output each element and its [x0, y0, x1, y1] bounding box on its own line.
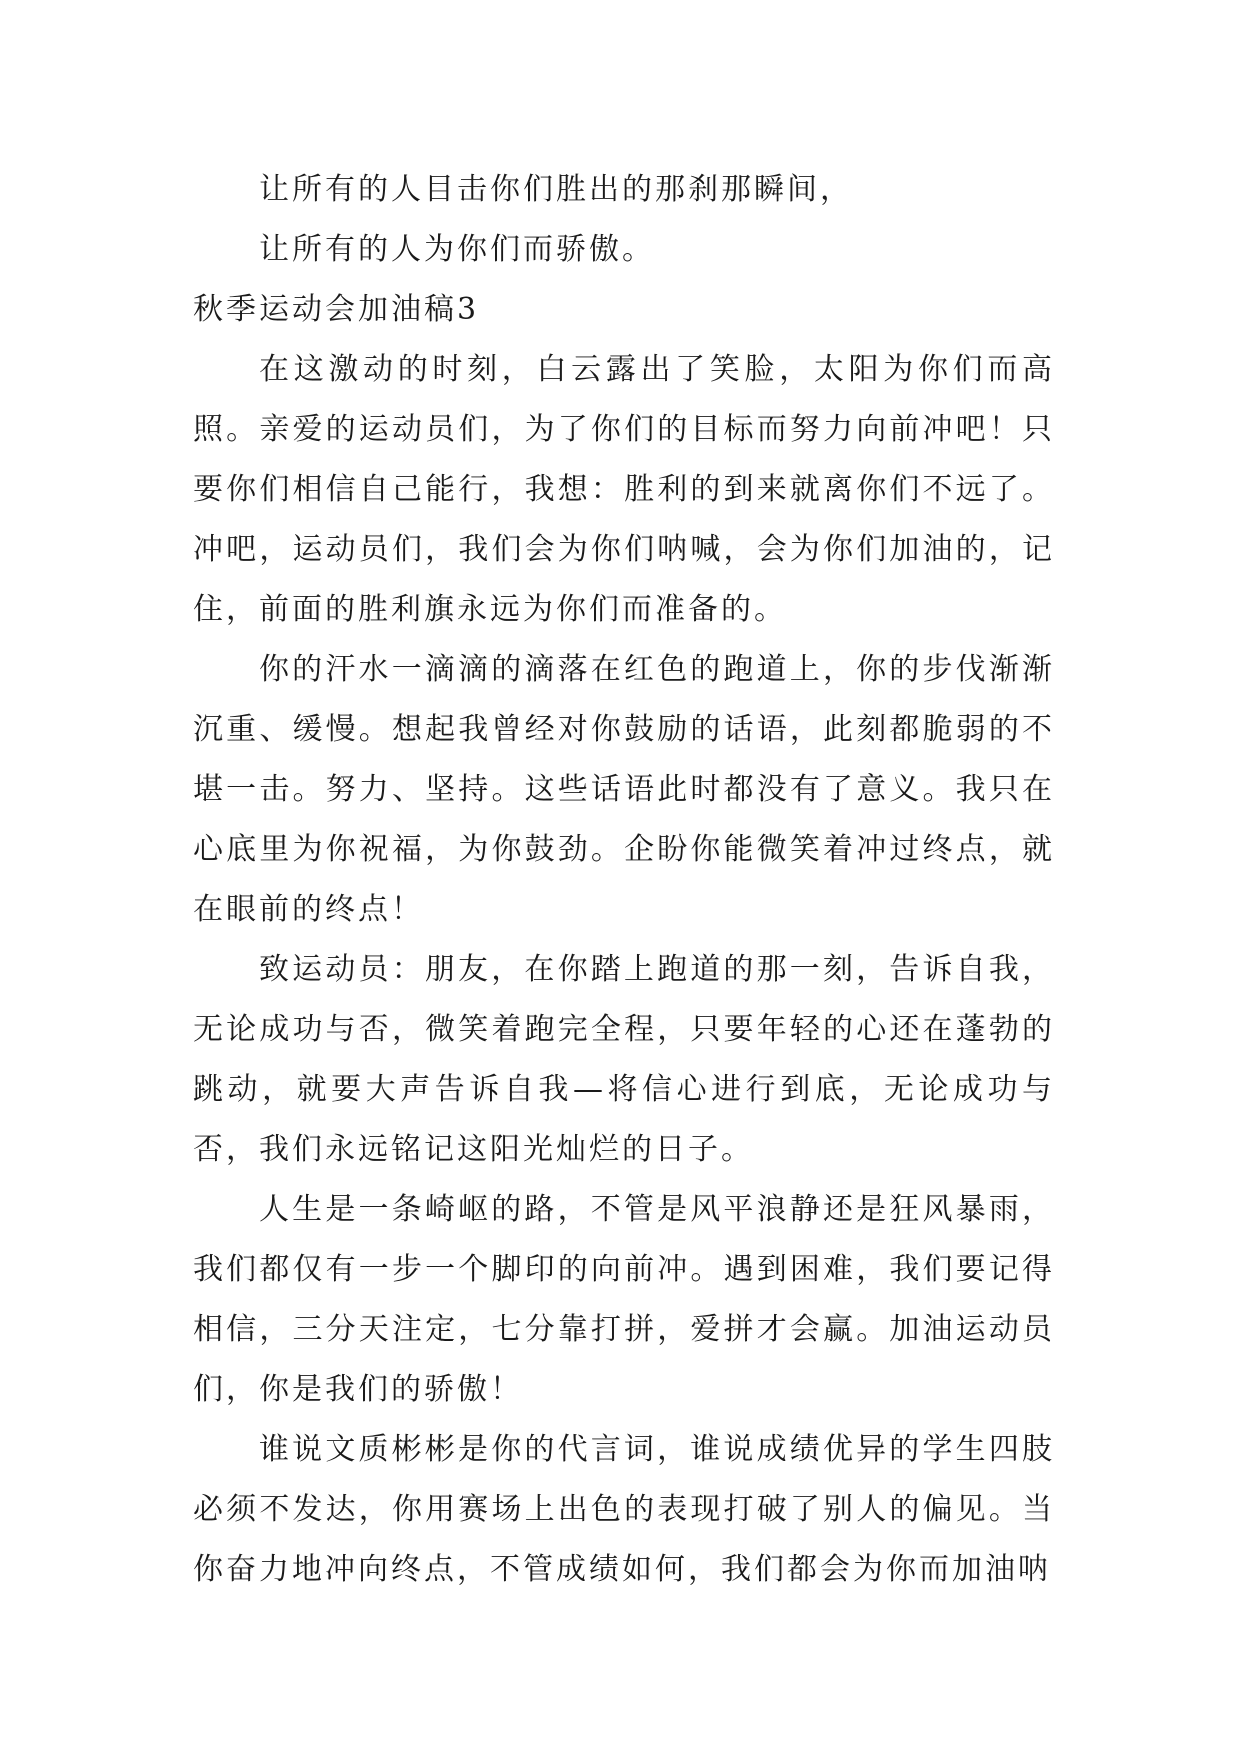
document-body — [193, 160, 1055, 1600]
paragraph-3: 在这激动的时刻，白云露出了笑脸，太阳为你们而高照。亲爱的运动员们，为了你们的目标而努力向前冲吧！只要你们相信自己能行，我想：胜利的到来就离你们不远了。冲吧，运动员们，我们会为你们呐喊，会为你们加油的，记住，前面的胜利旗永远为你们而准备的。 — [193, 352, 1055, 627]
paragraph-2: 让所有的人为你们而骄傲。 — [259, 232, 655, 267]
section-heading: 秋季运动会加油稿3 — [193, 292, 480, 327]
paragraph-7: 谁说文质彬彬是你的代言词，谁说成绩优异的学生四肢必须不发达，你用赛场上出色的表现打破了别人的偏见。当你奋力地冲向终点，不管成绩如何，我们都会为你而加油呐 — [193, 1432, 1055, 1587]
paragraph-4: 你的汗水一滴滴的滴落在红色的跑道上，你的步伐渐渐沉重、缓慢。想起我曾经对你鼓励的话语，此刻都脆弱的不堪一击。努力、坚持。这些话语此时都没有了意义。我只在心底里为你祝福，为你鼓劲。企盼你能微笑着冲过终点，就在眼前的终点！ — [193, 652, 1055, 927]
paragraph-5: 致运动员：朋友，在你踏上跑道的那一刻，告诉自我，无论成功与否，微笑着跑完全程，只要年轻的心还在蓬勃的跳动，就要大声告诉自我—将信心进行到底，无论成功与否，我们永远铭记这阳光灿烂的日子。 — [193, 952, 1055, 1167]
paragraph-6: 人生是一条崎岖的路，不管是风平浪静还是狂风暴雨，我们都仅有一步一个脚印的向前冲。遇到困难，我们要记得相信，三分天注定，七分靠打拼，爱拼才会赢。加油运动员们，你是我们的骄傲！ — [193, 1192, 1055, 1407]
paragraph-1: 让所有的人目击你们胜出的那刹那瞬间， — [259, 172, 853, 207]
